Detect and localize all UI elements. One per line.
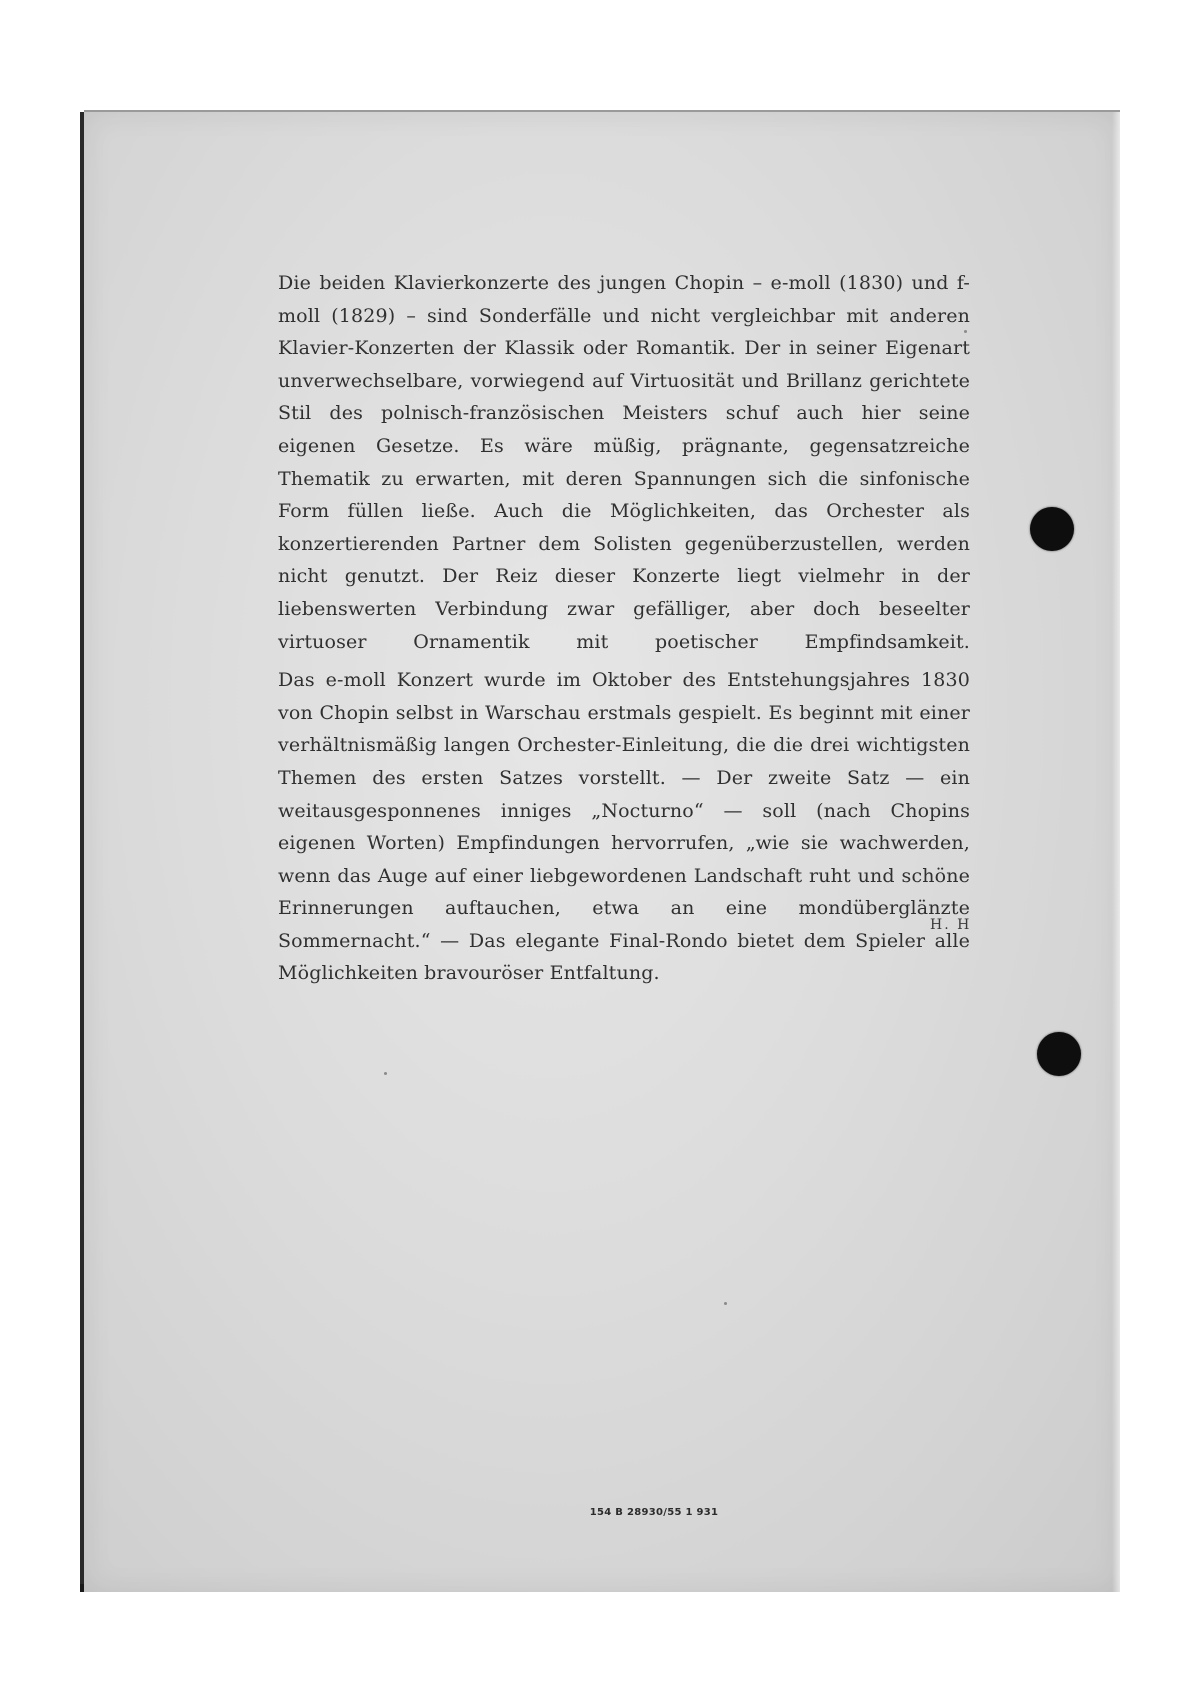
author-initials: H. H <box>930 917 972 933</box>
body-text <box>278 267 970 990</box>
paragraph-e-moll-concerto: Das e-moll Konzert wurde im Oktober des Entstehungsjahres 1830 von Chopin selbst in Warschau erstmals gespielt. Es beginnt mit einer verhältnismäßig langen Orchester-Einleitung, die die drei wichtigsten Themen des ersten Satzes vorstellt. — Der zweite Satz — ein weitausgesponnenes inniges „Nocturno“ — soll (nach Chopins eigenen Worten) Empfindungen hervorrufen, „wie sie wachwerden, wenn das Auge auf einer liebgewordenen Landschaft ruht und schöne Erinnerungen auftauchen, etwa an eine mondüberglänzte Sommernacht.“ — Das elegante Final-Rondo bietet dem Spieler alle Möglichkeiten bravouröser Entfaltung. <box>278 669 970 985</box>
paper-sheet <box>84 110 1120 1592</box>
punch-hole-lower <box>1037 1032 1081 1076</box>
paper-speck <box>724 1302 727 1305</box>
paper-speck <box>964 330 967 333</box>
paragraph-intro: Die beiden Klavierkonzerte des jungen Chopin – e-moll (1830) und f-moll (1829) – sind Sonderfälle und nicht vergleichbar mit anderen Klavier-Konzerten der Klassik oder Romantik. Der in seiner Eigenart unverwechselbare, vorwiegend auf Virtuosität und Brillanz gerichtete Stil des polnisch-französischen Meisters schuf auch hier seine eigenen Gesetze. Es wäre müßig, prägnante, gegensatzreiche Thematik zu erwarten, mit deren Spannungen sich die sinfonische Form füllen ließe. Auch die Möglichkeiten, das Orchester als konzertierenden Partner dem Solisten gegenüberzustellen, werden nicht genutzt. Der Reiz dieser Konzerte liegt vielmehr in der liebenswerten Verbindung zwar gefälliger, aber doch beseelter virtuoser Ornamentik mit poetischer Empfindsamkeit. <box>278 272 970 653</box>
print-code: 154 B 28930/55 1 931 <box>589 1507 719 1518</box>
paper-speck <box>384 1072 387 1075</box>
punch-hole-upper <box>1030 507 1074 551</box>
